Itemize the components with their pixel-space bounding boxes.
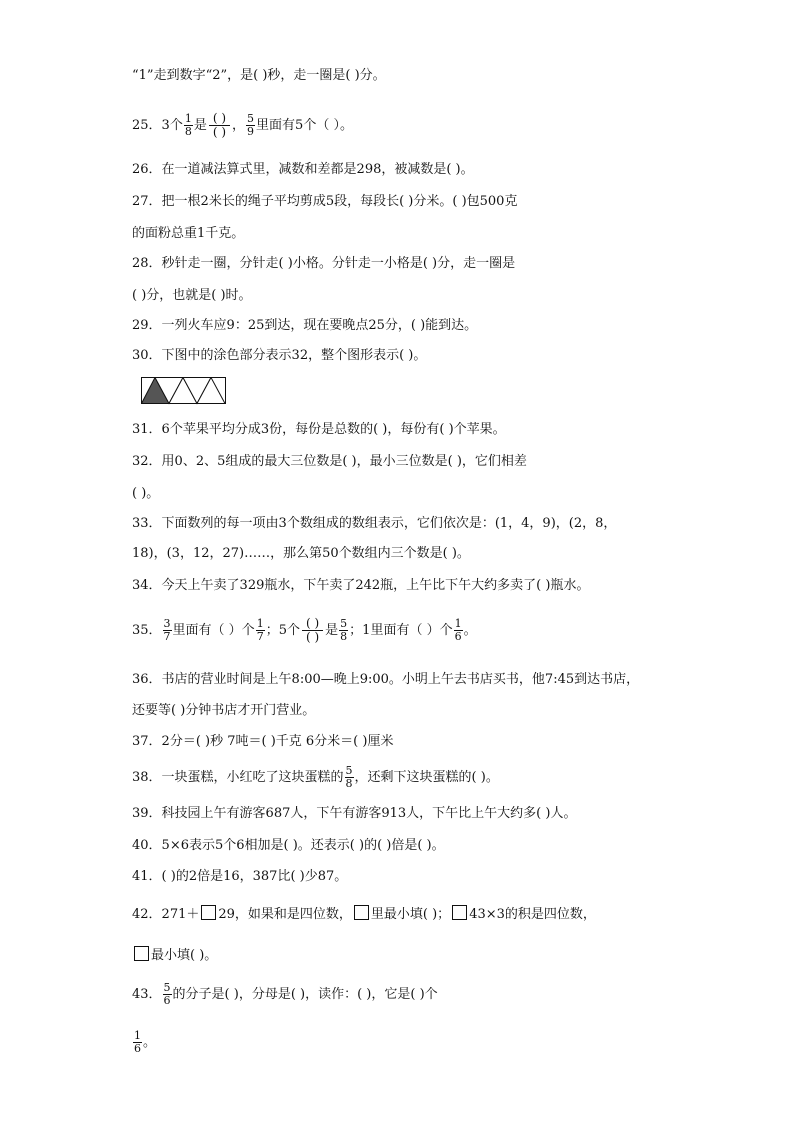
answer-box[interactable] <box>201 905 216 920</box>
q25-text-a: 25．3个 <box>132 118 183 133</box>
q43-number: 43． <box>132 987 162 1002</box>
question-27-line1: 27．把一根2米长的绳子平均剪成5段，每段长( )分米。( )包500克 <box>132 194 518 209</box>
q25-text-d: 里面有5个（ ）。 <box>256 118 353 133</box>
line-q24-continued: “1”走到数字“2”，是( )秒，走一圈是( )分。 <box>132 68 386 83</box>
question-41: 41．( )的2倍是16，387比( )少87。 <box>132 869 348 884</box>
q43-text-a: 的分子是( )，分母是( )，读作：( )，它是( )个 <box>172 987 438 1002</box>
denominator: 6 <box>454 630 462 643</box>
fraction-1-7 <box>256 618 265 643</box>
q35-text-e: ；1里面有（ ）个 <box>349 623 453 638</box>
blank-fraction[interactable] <box>302 617 323 644</box>
numerator: 1 <box>454 617 462 630</box>
fraction-5-9 <box>246 113 255 138</box>
denominator: 8 <box>340 630 348 643</box>
question-33-line2: 18)，(3，12，27)……，那么第50个数组内三个数是( )。 <box>132 546 470 561</box>
question-36-line1: 36．书店的营业时间是上午8:00—晚上9:00。小明上午去书店买书，他7:45到达书店， <box>132 672 640 687</box>
question-34: 34．今天上午卖了329瓶水，下午卖了242瓶，上午比下午大约多卖了( )瓶水。 <box>132 578 590 593</box>
q42-text-a: 42．271＋ <box>132 907 200 922</box>
triangle-strip-figure <box>141 377 227 405</box>
question-28-line2: ( )分，也就是( )时。 <box>132 288 252 303</box>
denominator: 8 <box>184 125 192 138</box>
numerator-blank: ( ) <box>302 617 323 631</box>
numerator: 5 <box>163 981 171 994</box>
denominator-blank: ( ) <box>212 125 227 139</box>
question-29: 29．一列火车应9：25到达，现在要晚点25分，( )能到达。 <box>132 318 478 333</box>
numerator: 5 <box>340 617 348 630</box>
q35-text-c: ；5个 <box>265 623 300 638</box>
fraction-1-8 <box>184 113 193 138</box>
question-36-line2: 还要等( )分钟书店才开门营业。 <box>132 703 316 718</box>
numerator: 3 <box>163 617 171 630</box>
question-26: 26．在一道减法算式里，减数和差都是298，被减数是( )。 <box>132 162 474 177</box>
denominator-blank: ( ) <box>305 630 320 644</box>
question-37: 37．2分＝( )秒 7吨＝( )千克 6分米＝( )厘米 <box>132 734 394 749</box>
fraction-5-8 <box>345 765 354 790</box>
question-43-line2 <box>132 1030 684 1055</box>
numerator: 1 <box>134 1029 141 1042</box>
denominator: 9 <box>247 125 255 138</box>
question-40: 40．5×6表示5个6相加是( )。还表示( )的( )倍是( )。 <box>132 838 445 853</box>
question-30: 30．下图中的涂色部分表示32，整个图形表示( )。 <box>132 348 427 363</box>
q38-text-b: ，还剩下这块蛋糕的( )。 <box>354 770 499 785</box>
answer-box[interactable] <box>134 946 149 961</box>
fraction-3-7 <box>163 618 172 643</box>
numerator: 1 <box>256 617 264 630</box>
numerator-blank: ( ) <box>209 112 230 126</box>
denominator: 6 <box>163 994 171 1007</box>
q35-text-b: 里面有（ ）个 <box>172 623 255 638</box>
question-42-line1 <box>132 905 684 923</box>
question-39: 39．科技园上午有游客687人，下午有游客913人，下午比上午大约多( )人。 <box>132 806 577 821</box>
fraction-5-6 <box>163 982 172 1007</box>
q42-text-b: 29，如果和是四位数， <box>218 907 352 922</box>
question-31: 31．6个苹果平均分成3份，每份是总数的( )，每份有( )个苹果。 <box>132 422 506 437</box>
fraction-5-8 <box>339 618 348 643</box>
q38-text-a: 38．一块蛋糕，小红吃了这块蛋糕的 <box>132 770 344 785</box>
question-35 <box>132 617 684 644</box>
numerator: 1 <box>184 112 192 125</box>
question-32-line1: 32．用0、2、5组成的最大三位数是( )，最小三位数是( )，它们相差 <box>132 454 527 469</box>
question-42-line2 <box>132 946 684 964</box>
q25-text-c: ， <box>232 118 246 133</box>
fraction-1-6 <box>454 618 463 643</box>
denominator: 7 <box>163 630 171 643</box>
numerator: 5 <box>247 112 255 125</box>
answer-box[interactable] <box>452 905 467 920</box>
q42-text-e: 最小填( )。 <box>151 948 218 963</box>
question-28-line1: 28．秒针走一圈，分针走( )小格。分针走一小格是( )分，走一圈是 <box>132 256 516 271</box>
denominator: 8 <box>345 777 353 790</box>
question-27-line2: 的面粉总重1千克。 <box>132 226 245 241</box>
question-43-line1 <box>132 982 684 1007</box>
q42-text-d: 43×3的积是四位数， <box>469 907 596 922</box>
blank-fraction[interactable] <box>209 112 230 139</box>
question-32-line2: ( )。 <box>132 486 160 501</box>
denominator: 6 <box>134 1042 141 1055</box>
question-38 <box>132 765 684 790</box>
q25-text-b: 是 <box>193 118 207 133</box>
fraction-1-6 <box>133 1030 142 1055</box>
question-25 <box>132 112 684 139</box>
q42-text-c: 里最小填( )； <box>370 907 451 922</box>
q35-text-d: 是 <box>325 623 339 638</box>
numerator: 5 <box>345 764 353 777</box>
q43-text-b: 。 <box>143 1035 157 1050</box>
q35-text-a: 35． <box>132 623 162 638</box>
denominator: 7 <box>256 630 264 643</box>
q35-text-f: 。 <box>463 623 477 638</box>
question-33-line1: 33．下面数列的每一项由3个数组成的数组表示，它们依次是：(1，4，9)，(2，8， <box>132 516 617 531</box>
answer-box[interactable] <box>354 905 369 920</box>
